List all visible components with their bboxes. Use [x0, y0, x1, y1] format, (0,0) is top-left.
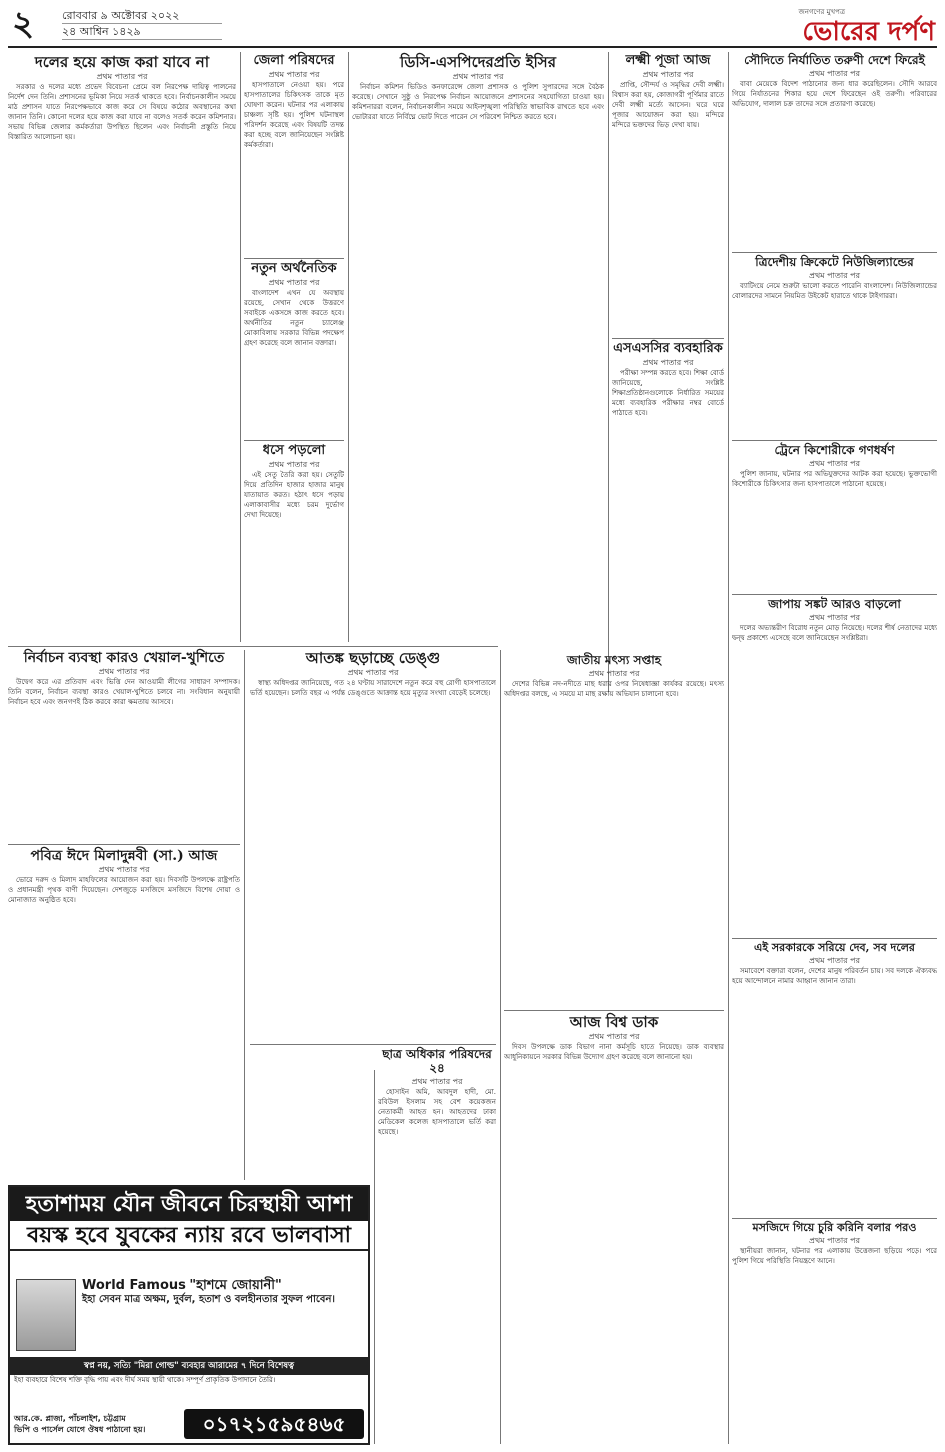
article-world-post	[504, 1014, 724, 1442]
continuation-note: প্রথম পাতার পর	[268, 459, 320, 469]
logo-name: ভোরের দর্পণ	[802, 17, 935, 47]
article-body: এই সেতু তৈরি করা হয়। সেতুটি দিয়ে প্রতিদিন হাজার হাজার মানুষ যাতায়াত করত। হঠাৎ ধসে পড়ায় এলাকাবাসীর মধ্যে চরম দুর্ভোগ দেখা দিয়েছে।	[244, 470, 344, 519]
headline: দলের হয়ে কাজ করা যাবে না	[34, 53, 210, 71]
section-rule	[244, 258, 344, 259]
column-divider	[608, 52, 609, 692]
headline: ছাত্র অধিকার পরিষদের ২৪	[382, 1047, 492, 1075]
headline: লক্ষ্মী পূজা আজ	[625, 53, 711, 68]
article-jatiya-party-crisis	[732, 598, 937, 933]
column-divider	[374, 1070, 375, 1444]
article-new-economic	[244, 262, 344, 438]
article-party-work	[8, 54, 236, 642]
section-rule	[250, 1044, 496, 1045]
article-mosque-theft	[732, 1222, 937, 1446]
newspaper-logo	[760, 6, 935, 47]
continuation-note: প্রথম পাতার পর	[268, 69, 320, 79]
continuation-note: প্রথম পাতার পর	[347, 668, 399, 678]
section-rule	[504, 1010, 724, 1011]
column-divider	[240, 52, 241, 642]
column-divider	[348, 52, 349, 642]
headline: আজ বিশ্ব ডাক	[569, 1013, 659, 1031]
column-divider	[728, 52, 729, 1444]
continuation-note: প্রথম পাতার পর	[98, 667, 150, 677]
article-student-rights	[378, 1048, 496, 1447]
article-body: হোসাইন অমি, আবদুল হাদী, মো. রবিউল ইসলাম সহ বেশ কয়েকজন নেতাকর্মী আহত হন। আহতদের ঢাকা মেডিকেল কলেজ হাসপাতালে ভর্তি করা হয়েছে।	[378, 1087, 496, 1136]
section-rule	[732, 252, 937, 253]
article-lakshmi-puja	[612, 54, 724, 330]
headline: সৌদিতে নির্যাতিত তরুণী দেশে ফিরেই	[744, 53, 925, 67]
article-body: স্থানীয়রা জানান, ঘটনার পর এলাকায় উত্তেজনা ছড়িয়ে পড়ে। পরে পুলিশ গিয়ে পরিস্থিতি নিয়ন্ত্রণে আনে।	[732, 1246, 937, 1265]
continuation-note: প্রথম পাতার পর	[809, 68, 860, 78]
ad-headline-1: হতাশাময় যৌন জীবনে চিরস্থায়ী আশা	[10, 1187, 368, 1221]
ad-product-name: "হাশমে জোয়ানী"	[189, 1278, 282, 1293]
headline: মসজিদে গিয়ে চুরি করিনি বলার পরও	[752, 1221, 917, 1234]
continuation-note: প্রথম পাতার পর	[809, 1235, 860, 1245]
section-rule	[8, 646, 498, 647]
article-body: বাবা মেয়েকে বিদেশ পাঠানোর জন্য ধার করেছিলেন। সৌদি আরবে গিয়ে নির্যাতনের শিকার হয়ে দেশে ফিরেছেন ওই তরুণী। পরিবারের অভিযোগ, দালাল চক্র তাদের সঙ্গে প্রতারণা করেছে।	[732, 79, 937, 108]
article-ec-directive	[352, 54, 604, 652]
section-rule	[732, 1218, 937, 1219]
article-body: ব্যাটিংয়ে নেমে শুরুটা ভালো করতে পারেনি বাংলাদেশ। নিউজিল্যান্ডের বোলারদের সামনে নিয়মিত উইকেট হারাতে থাকে টাইগাররা।	[732, 281, 937, 300]
section-rule	[244, 440, 344, 441]
article-fish-week	[504, 654, 724, 1019]
continuation-note: প্রথম পাতার পর	[96, 72, 148, 82]
page-number: ২	[12, 4, 35, 44]
article-body: উদ্বেগ করে এর প্রতিবাদ এবং ভিত্তি দেন আওয়ামী লীগের সাধারণ সম্পাদক। তিনি বলেন, নির্বাচন ব্যবস্থা কারও খেয়াল-খুশিতে চলবে না। সংবিধান অনুযায়ী নির্বাচন হবে এবং জনগণই ঠিক করবে কারা ক্ষমতায় আসবে।	[8, 678, 240, 707]
headline: ট্রেনে কিশোরীকে গণধর্ষণ	[774, 443, 895, 457]
headline: এসএসসির ব্যবহারিক	[613, 341, 723, 356]
article-body: স্বাস্থ্য অধিদপ্তর জানিয়েছে, গত ২৪ ঘণ্টায় সারাদেশে নতুন করে বহু রোগী হাসপাতালে ভর্তি হয়েছেন। চলতি বছর এ পর্যন্ত ডেঙ্গুতে আক্রান্ত হয়ে মৃত্যুর সংখ্যা বেড়েই চলেছে।	[250, 679, 496, 698]
ad-world-famous: World Famous	[82, 1278, 186, 1293]
bengali-date: ২৪ আশ্বিন ১৪২৯	[62, 24, 222, 40]
continuation-note: প্রথম পাতার পর	[411, 1076, 463, 1086]
column-divider	[500, 650, 501, 1444]
ad-delivery-note: ভিপি ও পার্সেল যোগে ঔষধ পাঠানো হয়।	[14, 1425, 146, 1434]
headline: পবিত্র ঈদে মিলাদুন্নবী (সা.) আজ	[30, 848, 218, 864]
section-rule	[612, 338, 724, 339]
article-body: প্রাপ্তি, সৌন্দর্য ও সমৃদ্ধির দেবী লক্ষ্মী। বিশ্বাস করা হয়, কোজাগরী পূর্ণিমার রাতে দেবী লক্ষ্মী মর্ত্যে আসেন। ঘরে ঘরে পূজার আয়োজন করা হয়। মন্দিরে মন্দিরে ভক্তদের ভিড় দেখা যায়।	[612, 80, 724, 129]
advertisement	[8, 1185, 370, 1445]
article-election-system	[8, 650, 240, 847]
continuation-note: প্রথম পাতার পর	[809, 612, 860, 622]
ad-headline-2: বয়স্ক হবে যুবকের ন্যায় রবে ভালবাসা	[10, 1221, 368, 1251]
article-body: ভোরে দরুদ ও মিলাদ মাহফিলের আয়োজন করা হয়। দিবসটি উপলক্ষে রাষ্ট্রপতি ও প্রধানমন্ত্রী পৃথক বাণী দিয়েছেন। দেশজুড়ে মসজিদে মসজিদে বিশেষ দোয়া ও মোনাজাত অনুষ্ঠিত হবে।	[8, 876, 240, 905]
article-remove-government	[732, 942, 937, 1211]
article-dengue	[250, 650, 496, 1038]
ad-description: ইহা সেবন মাত্র অক্ষম, দুর্বল, হতাশ ও বলহীনতার সুফল পাবেন।	[82, 1294, 335, 1305]
ad-doctor-photo	[16, 1279, 76, 1351]
section-rule	[732, 938, 937, 939]
continuation-note: প্রথম পাতার পর	[452, 72, 504, 82]
section-rule	[732, 594, 937, 595]
continuation-note: প্রথম পাতার পর	[588, 668, 640, 678]
continuation-note: প্রথম পাতার পর	[809, 458, 860, 468]
continuation-note: প্রথম পাতার পর	[268, 277, 320, 287]
article-collapsed	[244, 444, 344, 650]
article-tri-series-cricket	[732, 256, 937, 436]
ad-product-block	[82, 1279, 364, 1306]
headline: ত্রিদেশীয় ক্রিকেটে নিউজিল্যান্ডের	[755, 255, 914, 269]
article-body: সমাবেশে বক্তারা বলেন, দেশের মানুষ পরিবর্তন চায়। সব দলকে ঐক্যবদ্ধ হয়ে আন্দোলনে নামার আহ্বান জানান তারা।	[732, 966, 937, 985]
masthead-rule	[8, 46, 937, 48]
article-body: দেশের বিভিন্ন নদ-নদীতে মাছ ধরার ওপর নিষেধাজ্ঞা কার্যকর রয়েছে। মৎস্য অধিদপ্তর বলছে, এ সময়ে মা মাছ রক্ষায় অভিযান চালানো হবে।	[504, 679, 724, 698]
continuation-note: প্রথম পাতার পর	[642, 357, 694, 367]
article-body: দিবস উপলক্ষে ডাক বিভাগ নানা কর্মসূচি হাতে নিয়েছে। ডাক ব্যবস্থার আধুনিকায়নে সরকার বিভিন্ন উদ্যোগ গ্রহণ করেছে বলে জানানো হয়।	[504, 1043, 724, 1062]
continuation-note: প্রথম পাতার পর	[642, 69, 694, 79]
article-eid-milad	[8, 848, 240, 1175]
section-rule	[8, 844, 240, 845]
section-rule	[732, 440, 937, 441]
article-body: হাসপাতালে নেওয়া হয়। পরে হাসপাতালের চিকিৎসক তাকে মৃত ঘোষণা করেন। ঘটনার পর এলাকায় চাঞ্চল্য সৃষ্টি হয়। পুলিশ ঘটনাস্থল পরিদর্শন করেছে এবং বিষয়টি তদন্ত করা হচ্ছে বলে জানিয়েছেন সংশ্লিষ্ট কর্মকর্তারা।	[244, 80, 344, 149]
article-body: নির্বাচন কমিশন ভিডিও কনফারেন্সে জেলা প্রশাসক ও পুলিশ সুপারদের সঙ্গে বৈঠক করেছে। সেখানে সুষ্ঠু ও নিরপেক্ষ নির্বাচন আয়োজনে প্রশাসনের সহযোগিতা চাওয়া হয়। কমিশনাররা বলেন, নির্বাচনকালীন সময়ে আইনশৃঙ্খলা পরিস্থিতি স্বাভাবিক রাখতে হবে এবং ভোটাররা যাতে নির্বিঘ্নে ভোট দিতে পারেন সে পরিবেশ নিশ্চিত করতে হবে।	[352, 83, 604, 122]
logo-tagline: জনগণের মুখপত্র	[798, 8, 845, 16]
column-divider	[244, 650, 245, 1180]
article-district-council	[244, 54, 344, 250]
ad-address-line: আর.কে. প্লাজা, পাঁচলাইশ, চট্টগ্রাম	[14, 1414, 126, 1423]
article-body: পরীক্ষা সম্পন্ন করতে হবে। শিক্ষা বোর্ড জানিয়েছে, সংশ্লিষ্ট শিক্ষাপ্রতিষ্ঠানগুলোকে নির্ধারিত সময়ের মধ্যে ব্যবহারিক পরীক্ষার নম্বর বোর্ডে পাঠাতে হবে।	[612, 368, 724, 417]
article-body: বাংলাদেশ এখন যে অবস্থায় রয়েছে, সেখান থেকে উত্তরণে সবাইকে একসঙ্গে কাজ করতে হবে। অর্থনীতির নতুন চ্যালেঞ্জ মোকাবিলায় সরকার বিভিন্ন পদক্ষেপ গ্রহণ করেছে বলে জানান বক্তারা।	[244, 288, 344, 347]
headline: ধসে পড়লো	[262, 443, 326, 458]
headline: জাতীয় মৎস্য সপ্তাহ	[566, 653, 662, 667]
gregorian-date: রোববার ৯ অক্টোবর ২০২২	[62, 8, 222, 24]
ad-address	[14, 1413, 174, 1435]
article-train-assault	[732, 444, 937, 589]
ad-fine-print: ইহা ব্যবহারে বিশেষ শক্তি বৃদ্ধি পায় এবং দীর্ঘ সময় স্থায়ী থাকে। সম্পূর্ণ প্রাকৃতিক উপাদানে তৈরি।	[14, 1376, 276, 1384]
ad-phone-number: ০১৭২১৫৯৫৪৬৫	[184, 1409, 364, 1439]
article-body: দলের অভ্যন্তরীণ বিরোধ নতুন মোড় নিয়েছে। দলের শীর্ষ নেতাদের মধ্যে দ্বন্দ্ব প্রকাশ্যে এসেছে বলে জানিয়েছেন সংশ্লিষ্টরা।	[732, 623, 937, 642]
headline: নতুন অর্থনৈতিক	[251, 261, 337, 276]
continuation-note: প্রথম পাতার পর	[809, 270, 860, 280]
continuation-note: প্রথম পাতার পর	[98, 865, 150, 875]
headline: আতঙ্ক ছড়াচ্ছে ডেঙ্গু	[305, 649, 441, 667]
article-ssc-practical	[612, 342, 724, 658]
headline: নির্বাচন ব্যবস্থা কারও খেয়াল-খুশিতে	[23, 650, 225, 666]
continuation-note: প্রথম পাতার পর	[588, 1032, 640, 1042]
headline: জাপায় সঙ্কট আরও বাড়লো	[768, 597, 901, 611]
continuation-note: প্রথম পাতার পর	[809, 955, 860, 965]
headline: ডিসি-এসপিদেরপ্রতি ইসির	[400, 53, 556, 71]
article-body: সরকার ও দলের মধ্যে প্রভেদ বিবেচনা প্রেমে বল নিরপেক্ষ দায়িত্ব পালনের নির্দেশ দেন তিনি। প্রশাসনের ভূমিকা নিয়ে সতর্ক থাকতে হবে। নির্বাচনকালীন সময়ে মাঠ প্রশাসন যাতে নিরপেক্ষভাবে কাজ করে সে বিষয়ে কঠোর অবস্থানের কথা জানান তিনি। কোনো দলের হয়ে কাজ করা যাবে না বলেও সতর্ক করেন কমিশনার। সভায় বিভিন্ন জেলার কর্মকর্তারা উপস্থিত ছিলেন এবং নির্বাচনী প্রস্তুতি নিয়ে বিস্তারিত আলোচনা হয়।	[8, 83, 236, 142]
date-block	[62, 8, 222, 40]
headline: জেলা পরিষদের	[253, 53, 335, 68]
article-body: পুলিশ জানায়, ঘটনার পর অভিযুক্তদের আটক করা হয়েছে। ভুক্তভোগী কিশোরীকে চিকিৎসার জন্য হাসপাতালে পাঠানো হয়েছে।	[732, 469, 937, 488]
headline: এই সরকারকে সরিয়ে দেব, সব দলের	[753, 941, 915, 954]
article-saudi-tortured	[732, 54, 937, 249]
ad-stripe: স্বপ্ন নয়, সত্যি "মিরা গোল্ড" ব্যবহার আরামের ৭ দিনে বিশেষত্ব	[10, 1357, 368, 1375]
